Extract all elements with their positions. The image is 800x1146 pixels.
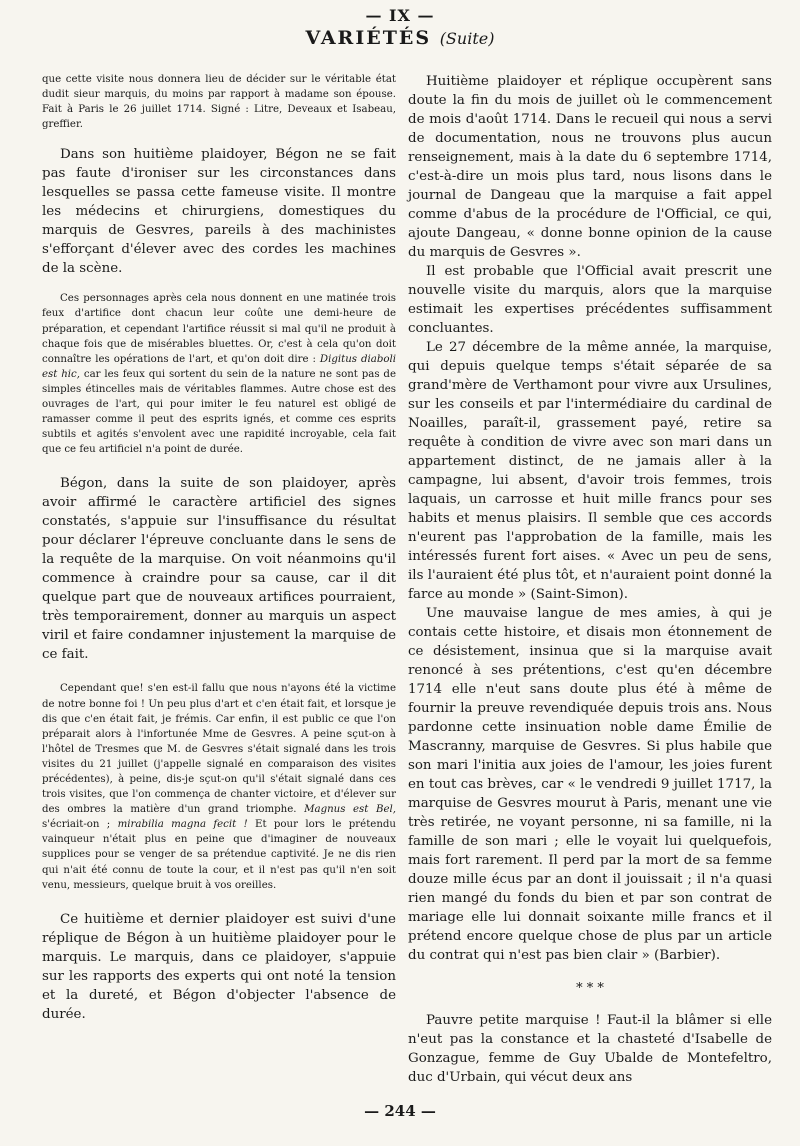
left-quote-2 — [42, 681, 396, 892]
left-quote-2-part-b: s'écriait-on ; — [42, 819, 111, 831]
right-column — [408, 72, 772, 1087]
page-roman-numeral: — IX — — [365, 6, 435, 25]
section-title-suffix: (Suite) — [439, 29, 495, 48]
left-quote-1-part-b: car les feux qui sortent du sein de la nature ne sont pas de simples étincelles mais de véritables flammes. Autre chose est des ouvrages de l'art, qui pour imiter le feu naturel est obligé de ramasser comme il peut des esprits ignés, et comme ces esprits subtils et agités s'envolent avec une rapidité incroyable, cela fait que ce feu artificiel n'a point de durée. — [42, 368, 396, 456]
left-quote-2-latin-2: mirabilia magna fecit ! — [117, 819, 248, 831]
left-column — [42, 72, 396, 1024]
left-paragraph-6: Ce huitième et dernier plaidoyer est suivi d'une réplique de Bégon à un huitième plaidoyer pour le marquis. Le marquis, dans ce plaidoyer, s'appuie sur les rapports des experts qui ont noté la tension et la dureté, et Bégon d'objecter l'absence de durée. — [42, 911, 396, 1022]
left-paragraph-2: Dans son huitième plaidoyer, Bégon ne se fait pas faute d'ironiser sur les circonstances dans lesquelles se passa cette fameuse visite. Il montre les médecins et chirurgiens, domestiques du marquis de Gesvres, pareils à des machinistes s'efforçant d'élever avec des cordes les machines de la scène. — [42, 147, 396, 277]
left-quote-2-part-c: Et pour lors le prétendu vainqueur n'était plus en peine que d'imaginer de nouveaux supplices pour se venger de sa prétendue captivité. Je ne dis rien qui n'ait été connu de toute la cour, et il n'est pas qu'il n'en soit venu, messieurs, quelque bruit à vos oreilles. — [42, 819, 396, 891]
right-paragraph-3: Le 27 décembre de la même année, la marquise, qui depuis quelque temps s'était séparée de sa grand'mère de Verthamont pour vivre aux Ursulines, sur les conseils et par l'intermédiaire du cardinal de Noailles, paraît-il, grassement payé, retire sa requête à condition de vivre avec son mari dans un appartement distinct, de ne jamais aller à la campagne, lui absent, d'avoir trois femmes, trois laquais, un carrosse et huit mille francs pour ses habits et menus plaisirs. Il semble que ces accords n'eurent pas l'approbation de la famille, mais les intéressés furent fort aises. « Avec un peu de sens, ils l'auraient été plus tôt, et n'auraient point donné la farce au monde » (Saint-Simon). — [408, 340, 772, 602]
left-quote-1-latin: Digitus diaboli est hic, — [42, 353, 396, 380]
right-paragraph-4: Une mauvaise langue de mes amies, à qui je contais cette histoire, et disais mon étonnement de ce désistement, insinua que si la marquise avait renoncé à ses prétentions, c'est qu'en décembre 1714 elle n'eut sans doute plus été à même de fournir la preuve revendiquée depuis trois ans. Nous pardonne cette insinuation noble dame Émilie de Mascranny, marquise de Gesvres. Si plus habile que son mari l'initia aux joies de l'amour, les joies furent en tout cas brèves, car « le vendredi 9 juillet 1717, la marquise de Gesvres mourut à Paris, menant une vie très retirée, ne voyant personne, ni sa famille, ni la famille de son mari ; elle le voyait lui quelquefois, mais fort rarement. Il perd par la mort de sa femme douze mille écus par an dont il jouissait ; il n'a quasi rien mangé du fonds du bien et par son contrat de mariage elle lui donnait soixante mille francs et il prétend encore quelque chose de plus par un article du contrat qui n'est pas bien clair » (Barbier). — [408, 606, 772, 963]
left-quote-2-latin-1: Magnus est Bel, — [304, 804, 396, 816]
section-separator-stars: * * * — [576, 981, 604, 996]
right-paragraph-2: Il est probable que l'Official avait prescrit une nouvelle visite du marquis, alors que la marquise estimait les expertises précédentes suffisamment concluantes. — [408, 264, 772, 336]
page-number: — 244 — — [364, 1102, 436, 1120]
section-title — [0, 27, 800, 49]
right-paragraph-5: Pauvre petite marquise ! Faut-il la blâmer si elle n'eut pas la constance et la chasteté d'Isabelle de Gonzague, femme de Guy Ubalde de Montefeltro, duc d'Urbain, qui vécut deux ans — [408, 1013, 772, 1085]
page-header — [0, 6, 800, 49]
right-paragraph-1: Huitième plaidoyer et réplique occupèrent sans doute la fin du mois de juillet où le commencement de mois d'août 1714. Dans le recueil qui nous a servi de documentation, nous ne trouvons plus aucun renseignement, mais à la date du 6 septembre 1714, c'est-à-dire un mois plus tard, nous lisons dans le journal de Dangeau que la marquise a fait appel comme d'abus de la procédure de l'Official, ce qui, ajoute Dangeau, « donne bonne opinion de la cause du marquis de Gesvres ». — [408, 74, 772, 260]
left-quote-2-part-a: Cependant que! s'en est-il fallu que nous n'ayons été la victime de notre bonne foi ! Un peu plus d'art et c'en était fait, et lorsque je dis que c'en était fait, je frémis. Car enfin, il est public ce que l'on préparait alors à l'infortunée Mme de Gesvres. A peine sçut-on à l'hôtel de Tresmes que M. de Gesvres s'était signalé dans les trois visites du 21 juillet (j'appelle signalé en comparaison des visites précédentes), à peine, dis-je sçut-on qu'il s'était signalé dans ces trois visites, que l'on commença de chanter victoire, et d'élever sur des ombres la matière d'un grand triomphe. — [42, 683, 396, 816]
section-title-text: VARIÉTÉS — [305, 27, 432, 49]
left-paragraph-4: Bégon, dans la suite de son plaidoyer, après avoir affirmé le caractère artificiel des signes constatés, s'appuie sur l'insuffisance du résultat pour déclarer l'épreuve concluante dans le sens de la requête de la marquise. On voit néanmoins qu'il commence à craindre pour sa cause, car il dit quelque part que de nouveaux artifices pourraient, très temporairement, donner au marquis un aspect viril et faire condamner injustement la marquise de ce fait. — [42, 476, 396, 663]
left-quote-1 — [42, 291, 396, 457]
left-quote-1-part-a: Ces personnages après cela nous donnent en une matinée trois feux d'artifice dont chacun leur coûte une demi-heure de préparation, et cependant l'artifice réussit si mal qu'il ne produit à chaque fois que de misérables bluettes. Or, c'est à cela qu'on doit connaître les opérations de l'art, et qu'on doit dire : — [42, 293, 396, 365]
left-paragraph-1: que cette visite nous donnera lieu de décider sur le véritable état dudit sieur marquis, du moins par rapport à madame son épouse. Fait à Paris le 26 juillet 1714. Signé : Litre, Deveaux et Isabeau, greffier. — [42, 74, 396, 131]
